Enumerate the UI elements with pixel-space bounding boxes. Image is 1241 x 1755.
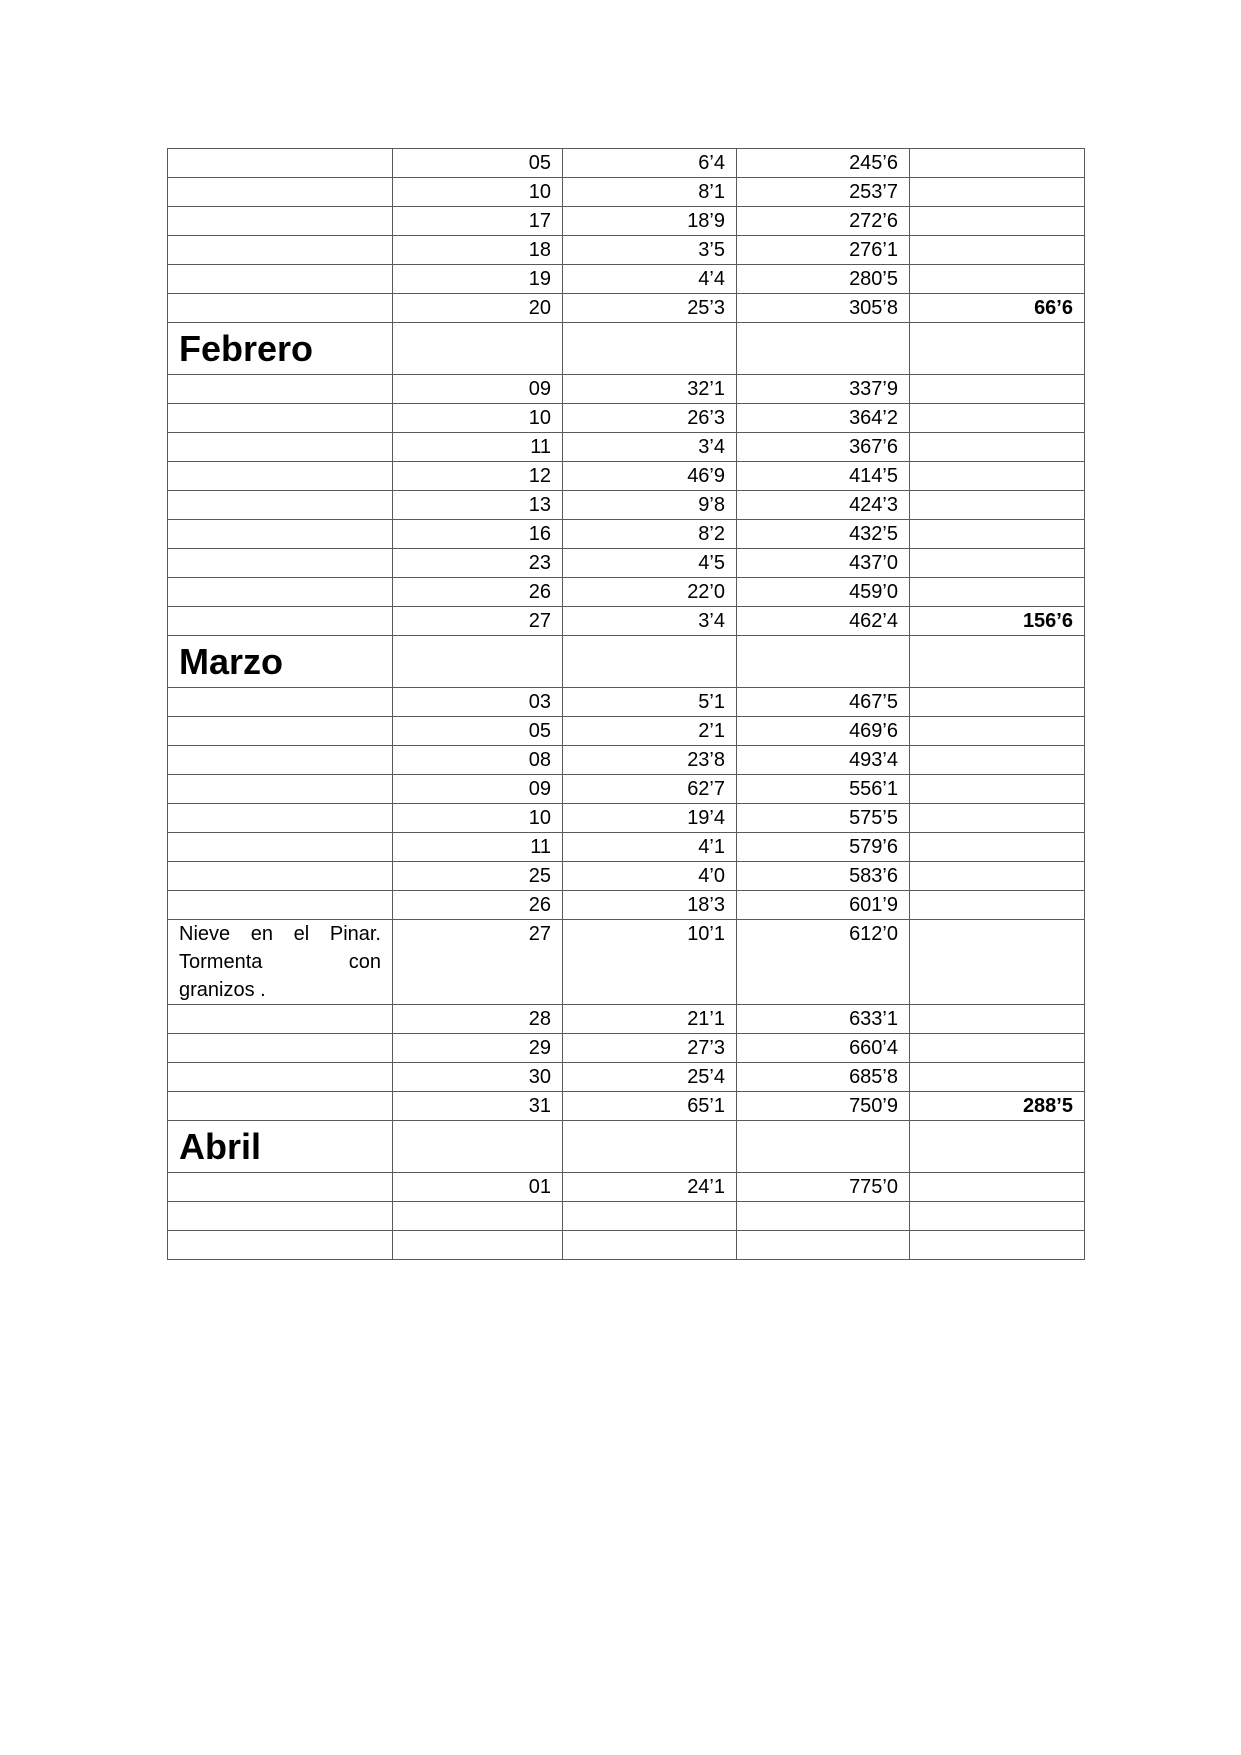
table-row [168, 265, 1085, 294]
note-cell [168, 491, 393, 520]
rainfall-cell: 22’0 [563, 578, 737, 607]
day-cell: 09 [393, 375, 563, 404]
note-cell [168, 775, 393, 804]
accumulated-cell: 462’4 [737, 607, 910, 636]
accumulated-cell [737, 1231, 910, 1260]
rainfall-cell: 6’4 [563, 149, 737, 178]
accumulated-cell: 612’0 [737, 920, 910, 1005]
table-row [168, 433, 1085, 462]
empty-cell [563, 1121, 737, 1173]
accumulated-cell: 633’1 [737, 1005, 910, 1034]
day-cell: 08 [393, 746, 563, 775]
rainfall-cell: 19’4 [563, 804, 737, 833]
note-cell [168, 520, 393, 549]
table-row [168, 294, 1085, 323]
accumulated-cell: 556’1 [737, 775, 910, 804]
note-cell [168, 207, 393, 236]
rainfall-cell: 3’4 [563, 433, 737, 462]
table-row [168, 549, 1085, 578]
accumulated-cell: 459’0 [737, 578, 910, 607]
empty-cell [737, 636, 910, 688]
accumulated-cell [737, 1202, 910, 1231]
table-row [168, 688, 1085, 717]
empty-cell [393, 636, 563, 688]
accumulated-cell: 575’5 [737, 804, 910, 833]
empty-cell [393, 323, 563, 375]
accumulated-cell: 367’6 [737, 433, 910, 462]
note-cell [168, 891, 393, 920]
day-cell: 31 [393, 1092, 563, 1121]
rainfall-cell: 27’3 [563, 1034, 737, 1063]
table-row [168, 178, 1085, 207]
day-cell: 16 [393, 520, 563, 549]
note-cell [168, 1173, 393, 1202]
monthly-total-cell [910, 804, 1085, 833]
note-cell [168, 1005, 393, 1034]
monthly-total-cell [910, 891, 1085, 920]
day-cell: 03 [393, 688, 563, 717]
accumulated-cell: 280’5 [737, 265, 910, 294]
month-header-row [168, 636, 1085, 688]
day-cell: 25 [393, 862, 563, 891]
empty-cell [563, 323, 737, 375]
rainfall-cell: 18’9 [563, 207, 737, 236]
table-row [168, 1063, 1085, 1092]
day-cell: 10 [393, 404, 563, 433]
rainfall-cell: 46’9 [563, 462, 737, 491]
table-row [168, 746, 1085, 775]
accumulated-cell: 660’4 [737, 1034, 910, 1063]
rainfall-cell: 25’3 [563, 294, 737, 323]
day-cell: 09 [393, 775, 563, 804]
month-header-row [168, 1121, 1085, 1173]
rainfall-cell: 2’1 [563, 717, 737, 746]
note-cell [168, 1034, 393, 1063]
note-cell [168, 149, 393, 178]
day-cell: 18 [393, 236, 563, 265]
monthly-total-cell [910, 149, 1085, 178]
monthly-total-cell: 288’5 [910, 1092, 1085, 1121]
table-row [168, 891, 1085, 920]
month-label: Febrero [168, 323, 393, 375]
table-row [168, 1173, 1085, 1202]
day-cell: 12 [393, 462, 563, 491]
note-cell [168, 578, 393, 607]
note-cell [168, 462, 393, 491]
note-cell [168, 804, 393, 833]
monthly-total-cell [910, 549, 1085, 578]
table-row [168, 462, 1085, 491]
note-cell [168, 549, 393, 578]
rainfall-cell: 3’4 [563, 607, 737, 636]
accumulated-cell: 750’9 [737, 1092, 910, 1121]
empty-cell [910, 636, 1085, 688]
day-cell: 11 [393, 833, 563, 862]
accumulated-cell: 253’7 [737, 178, 910, 207]
monthly-total-cell [910, 433, 1085, 462]
note-cell [168, 717, 393, 746]
rainfall-cell: 25’4 [563, 1063, 737, 1092]
table-row [168, 1092, 1085, 1121]
rainfall-cell: 32’1 [563, 375, 737, 404]
monthly-total-cell [910, 862, 1085, 891]
day-cell: 01 [393, 1173, 563, 1202]
month-header-row [168, 323, 1085, 375]
note-cell [168, 294, 393, 323]
table-row [168, 520, 1085, 549]
note-cell: Nieve en el Pinar. Tormenta con granizos . [168, 920, 393, 1005]
table-row [168, 149, 1085, 178]
empty-cell [910, 323, 1085, 375]
rainfall-cell: 4’5 [563, 549, 737, 578]
note-cell [168, 833, 393, 862]
monthly-total-cell [910, 207, 1085, 236]
rainfall-cell: 4’4 [563, 265, 737, 294]
monthly-total-cell [910, 578, 1085, 607]
rainfall-cell: 4’0 [563, 862, 737, 891]
table-row [168, 236, 1085, 265]
day-cell: 10 [393, 804, 563, 833]
monthly-total-cell [910, 1202, 1085, 1231]
table-row [168, 717, 1085, 746]
accumulated-cell: 305’8 [737, 294, 910, 323]
rainfall-cell: 3’5 [563, 236, 737, 265]
rainfall-cell: 5’1 [563, 688, 737, 717]
note-cell [168, 236, 393, 265]
monthly-total-cell [910, 1063, 1085, 1092]
table-row [168, 607, 1085, 636]
note-cell [168, 1231, 393, 1260]
table-row [168, 833, 1085, 862]
empty-cell [563, 636, 737, 688]
table-row [168, 775, 1085, 804]
rainfall-cell: 62’7 [563, 775, 737, 804]
day-cell: 23 [393, 549, 563, 578]
monthly-total-cell: 156’6 [910, 607, 1085, 636]
note-cell [168, 746, 393, 775]
monthly-total-cell [910, 775, 1085, 804]
monthly-total-cell [910, 688, 1085, 717]
monthly-total-cell [910, 746, 1085, 775]
rainfall-table [167, 148, 1085, 1260]
accumulated-cell: 437’0 [737, 549, 910, 578]
note-cell [168, 1202, 393, 1231]
rainfall-cell [563, 1231, 737, 1260]
accumulated-cell: 601’9 [737, 891, 910, 920]
monthly-total-cell [910, 375, 1085, 404]
day-cell: 29 [393, 1034, 563, 1063]
day-cell: 11 [393, 433, 563, 462]
monthly-total-cell: 66’6 [910, 294, 1085, 323]
note-cell [168, 375, 393, 404]
accumulated-cell: 272’6 [737, 207, 910, 236]
day-cell: 20 [393, 294, 563, 323]
day-cell: 26 [393, 891, 563, 920]
accumulated-cell: 493’4 [737, 746, 910, 775]
rainfall-table-body [168, 149, 1085, 1260]
accumulated-cell: 432’5 [737, 520, 910, 549]
day-cell [393, 1202, 563, 1231]
monthly-total-cell [910, 520, 1085, 549]
accumulated-cell: 337’9 [737, 375, 910, 404]
rainfall-cell: 21’1 [563, 1005, 737, 1034]
note-cell [168, 1063, 393, 1092]
day-cell: 27 [393, 920, 563, 1005]
monthly-total-cell [910, 178, 1085, 207]
note-cell [168, 433, 393, 462]
accumulated-cell: 775’0 [737, 1173, 910, 1202]
accumulated-cell: 276’1 [737, 236, 910, 265]
monthly-total-cell [910, 1034, 1085, 1063]
monthly-total-cell [910, 920, 1085, 1005]
monthly-total-cell [910, 236, 1085, 265]
note-cell [168, 1092, 393, 1121]
table-row [168, 1034, 1085, 1063]
accumulated-cell: 245’6 [737, 149, 910, 178]
monthly-total-cell [910, 833, 1085, 862]
table-row [168, 404, 1085, 433]
accumulated-cell: 469’6 [737, 717, 910, 746]
table-row [168, 1202, 1085, 1231]
rainfall-cell: 4’1 [563, 833, 737, 862]
day-cell: 17 [393, 207, 563, 236]
day-cell: 28 [393, 1005, 563, 1034]
note-cell [168, 265, 393, 294]
accumulated-cell: 583’6 [737, 862, 910, 891]
note-cell [168, 607, 393, 636]
rainfall-cell: 26’3 [563, 404, 737, 433]
accumulated-cell: 414’5 [737, 462, 910, 491]
rainfall-cell: 8’1 [563, 178, 737, 207]
day-cell: 27 [393, 607, 563, 636]
day-cell: 26 [393, 578, 563, 607]
table-row [168, 1005, 1085, 1034]
month-label: Marzo [168, 636, 393, 688]
rainfall-cell: 65’1 [563, 1092, 737, 1121]
table-row [168, 375, 1085, 404]
table-row [168, 578, 1085, 607]
note-cell [168, 862, 393, 891]
rainfall-cell: 18’3 [563, 891, 737, 920]
accumulated-cell: 467’5 [737, 688, 910, 717]
day-cell: 05 [393, 149, 563, 178]
day-cell: 30 [393, 1063, 563, 1092]
monthly-total-cell [910, 1173, 1085, 1202]
day-cell [393, 1231, 563, 1260]
empty-cell [393, 1121, 563, 1173]
note-cell [168, 688, 393, 717]
table-row [168, 804, 1085, 833]
rainfall-cell: 9’8 [563, 491, 737, 520]
monthly-total-cell [910, 265, 1085, 294]
rainfall-cell: 10’1 [563, 920, 737, 1005]
empty-cell [910, 1121, 1085, 1173]
accumulated-cell: 424’3 [737, 491, 910, 520]
accumulated-cell: 364’2 [737, 404, 910, 433]
accumulated-cell: 579’6 [737, 833, 910, 862]
rainfall-cell: 8’2 [563, 520, 737, 549]
day-cell: 13 [393, 491, 563, 520]
empty-cell [737, 323, 910, 375]
table-row [168, 920, 1085, 1005]
monthly-total-cell [910, 1231, 1085, 1260]
note-cell [168, 178, 393, 207]
monthly-total-cell [910, 491, 1085, 520]
table-row [168, 207, 1085, 236]
note-cell [168, 404, 393, 433]
rainfall-cell: 23’8 [563, 746, 737, 775]
table-row [168, 862, 1085, 891]
table-row [168, 1231, 1085, 1260]
monthly-total-cell [910, 462, 1085, 491]
month-label: Abril [168, 1121, 393, 1173]
monthly-total-cell [910, 404, 1085, 433]
monthly-total-cell [910, 1005, 1085, 1034]
empty-cell [737, 1121, 910, 1173]
day-cell: 19 [393, 265, 563, 294]
rainfall-cell [563, 1202, 737, 1231]
day-cell: 05 [393, 717, 563, 746]
accumulated-cell: 685’8 [737, 1063, 910, 1092]
table-row [168, 491, 1085, 520]
monthly-total-cell [910, 717, 1085, 746]
day-cell: 10 [393, 178, 563, 207]
rainfall-cell: 24’1 [563, 1173, 737, 1202]
